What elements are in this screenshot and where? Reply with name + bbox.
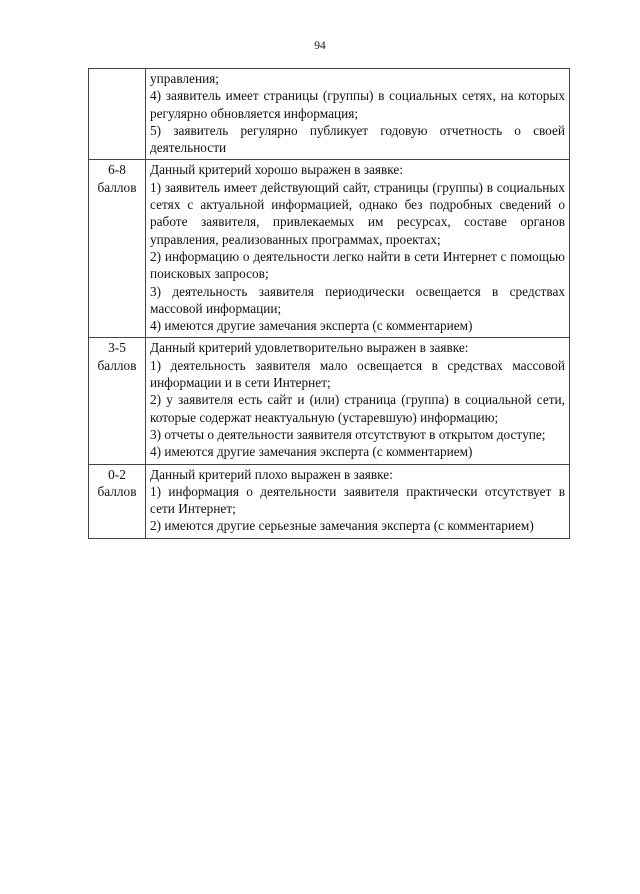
score-unit: баллов: [97, 357, 137, 373]
description-cell: [146, 338, 570, 464]
table-row: [89, 160, 570, 338]
score-cell: [89, 464, 146, 538]
criterion-line: 1) информация о деятельности заявителя практически отсутствует в сети Интернет;: [150, 483, 565, 517]
criterion-heading: Данный критерий удовлетворительно выражен в заявке:: [150, 340, 469, 356]
criterion-line: 4) имеются другие замечания эксперта (с комментарием): [150, 444, 473, 460]
criterion-heading: Данный критерий хорошо выражен в заявке:: [150, 162, 404, 178]
table-row: [89, 338, 570, 464]
score-range: 0-2: [108, 466, 126, 482]
criterion-line: управления;: [150, 71, 219, 86]
criterion-line: 4) имеются другие замечания эксперта (с комментарием): [150, 318, 473, 334]
criterion-heading: Данный критерий плохо выражен в заявке:: [150, 466, 393, 482]
criterion-line: 3) отчеты о деятельности заявителя отсутствуют в открытом доступе;: [150, 426, 546, 442]
criterion-line: 2) у заявителя есть сайт и (или) страница (группа) в социальной сети, которые содержат неактуальную (устаревшую) информацию;: [150, 392, 565, 425]
criteria-table: [88, 68, 570, 539]
description-cell: [146, 69, 570, 160]
score-cell: [89, 160, 146, 338]
table-row: [89, 464, 570, 538]
description-cell: [146, 160, 570, 338]
page-number: 94: [314, 40, 326, 52]
score-unit: баллов: [97, 179, 137, 195]
criterion-line: 5) заявитель регулярно публикует годовую отчетность о своей деятельности: [150, 122, 565, 156]
score-cell: [89, 69, 146, 160]
criterion-line: 3) деятельность заявителя периодически освещается в средствах массовой информации;: [150, 283, 565, 316]
criterion-line: 1) деятельность заявителя мало освещается в средствах массовой информации и в сети Интернет;: [150, 357, 565, 391]
table-row: [89, 69, 570, 160]
description-cell: [146, 464, 570, 538]
criterion-line: 2) имеются другие серьезные замечания эксперта (с комментарием): [150, 518, 534, 534]
criterion-line: 4) заявитель имеет страницы (группы) в социальных сетях, на которых регулярно обновляется информация;: [150, 88, 565, 121]
criterion-line: 2) информацию о деятельности легко найти в сети Интернет с помощью поисковых запросов;: [150, 248, 565, 282]
criterion-line: 1) заявитель имеет действующий сайт, страницы (группы) в социальных сетях с актуальной информацией, однако без подробных сведений о работе заявителя, привлекаемых им ресурсах, составе органов управления, реализованных программах, проектах;: [150, 179, 565, 247]
score-cell: [89, 338, 146, 464]
score-range: 3-5: [108, 340, 126, 356]
score-range: 6-8: [108, 162, 126, 178]
score-unit: баллов: [97, 483, 137, 499]
